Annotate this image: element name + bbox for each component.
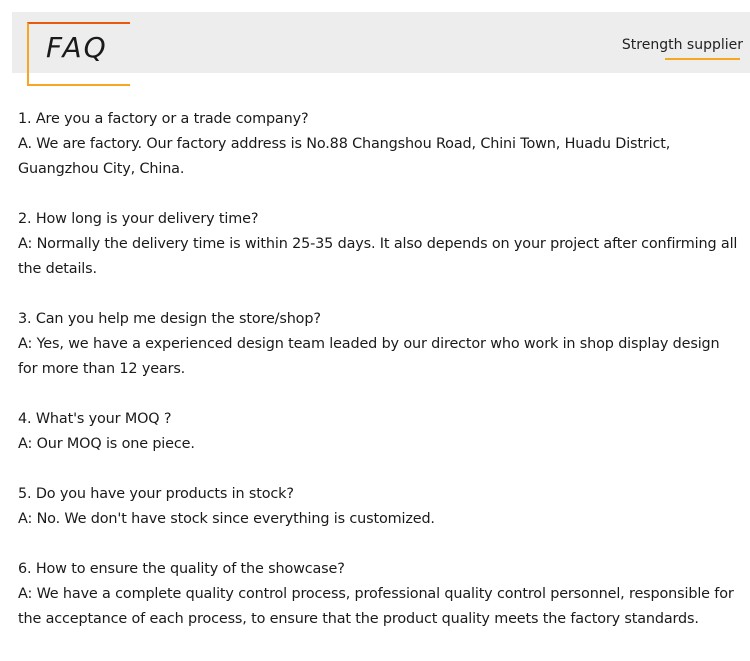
faq-answer: A: Normally the delivery time is within 25-35 days. It also depends on your project after confirming all the details. — [18, 236, 738, 277]
faq-item — [18, 482, 743, 532]
faq-item — [18, 107, 743, 182]
faq-question: 1. Are you a factory or a trade company? — [18, 111, 309, 127]
faq-answer: A. We are factory. Our factory address is No.88 Changshou Road, Chini Town, Huadu District, Guangzhou City, China. — [18, 136, 671, 177]
faq-question: 5. Do you have your products in stock? — [18, 486, 294, 502]
faq-answer: A: No. We don't have stock since everything is customized. — [18, 511, 435, 527]
faq-question: 6. How to ensure the quality of the showcase? — [18, 561, 345, 577]
faq-list — [18, 107, 743, 657]
faq-question: 3. Can you help me design the store/shop? — [18, 311, 321, 327]
faq-question: 2. How long is your delivery time? — [18, 211, 259, 227]
subtitle: Strength supplier — [621, 37, 743, 53]
faq-item — [18, 407, 743, 457]
faq-answer: A: We have a complete quality control process, professional quality control personnel, responsible for the acceptance of each process, to ensure that the product quality meets the factory standards. — [18, 586, 734, 627]
page-title: FAQ — [46, 31, 108, 64]
faq-answer: A: Our MOQ is one piece. — [18, 436, 195, 452]
faq-item — [18, 307, 743, 382]
subtitle-underline — [665, 58, 740, 60]
faq-question: 4. What's your MOQ ? — [18, 411, 172, 427]
faq-item — [18, 557, 743, 632]
faq-item — [18, 207, 743, 282]
faq-answer: A: Yes, we have a experienced design team leaded by our director who work in shop display design for more than 12 years. — [18, 336, 720, 377]
